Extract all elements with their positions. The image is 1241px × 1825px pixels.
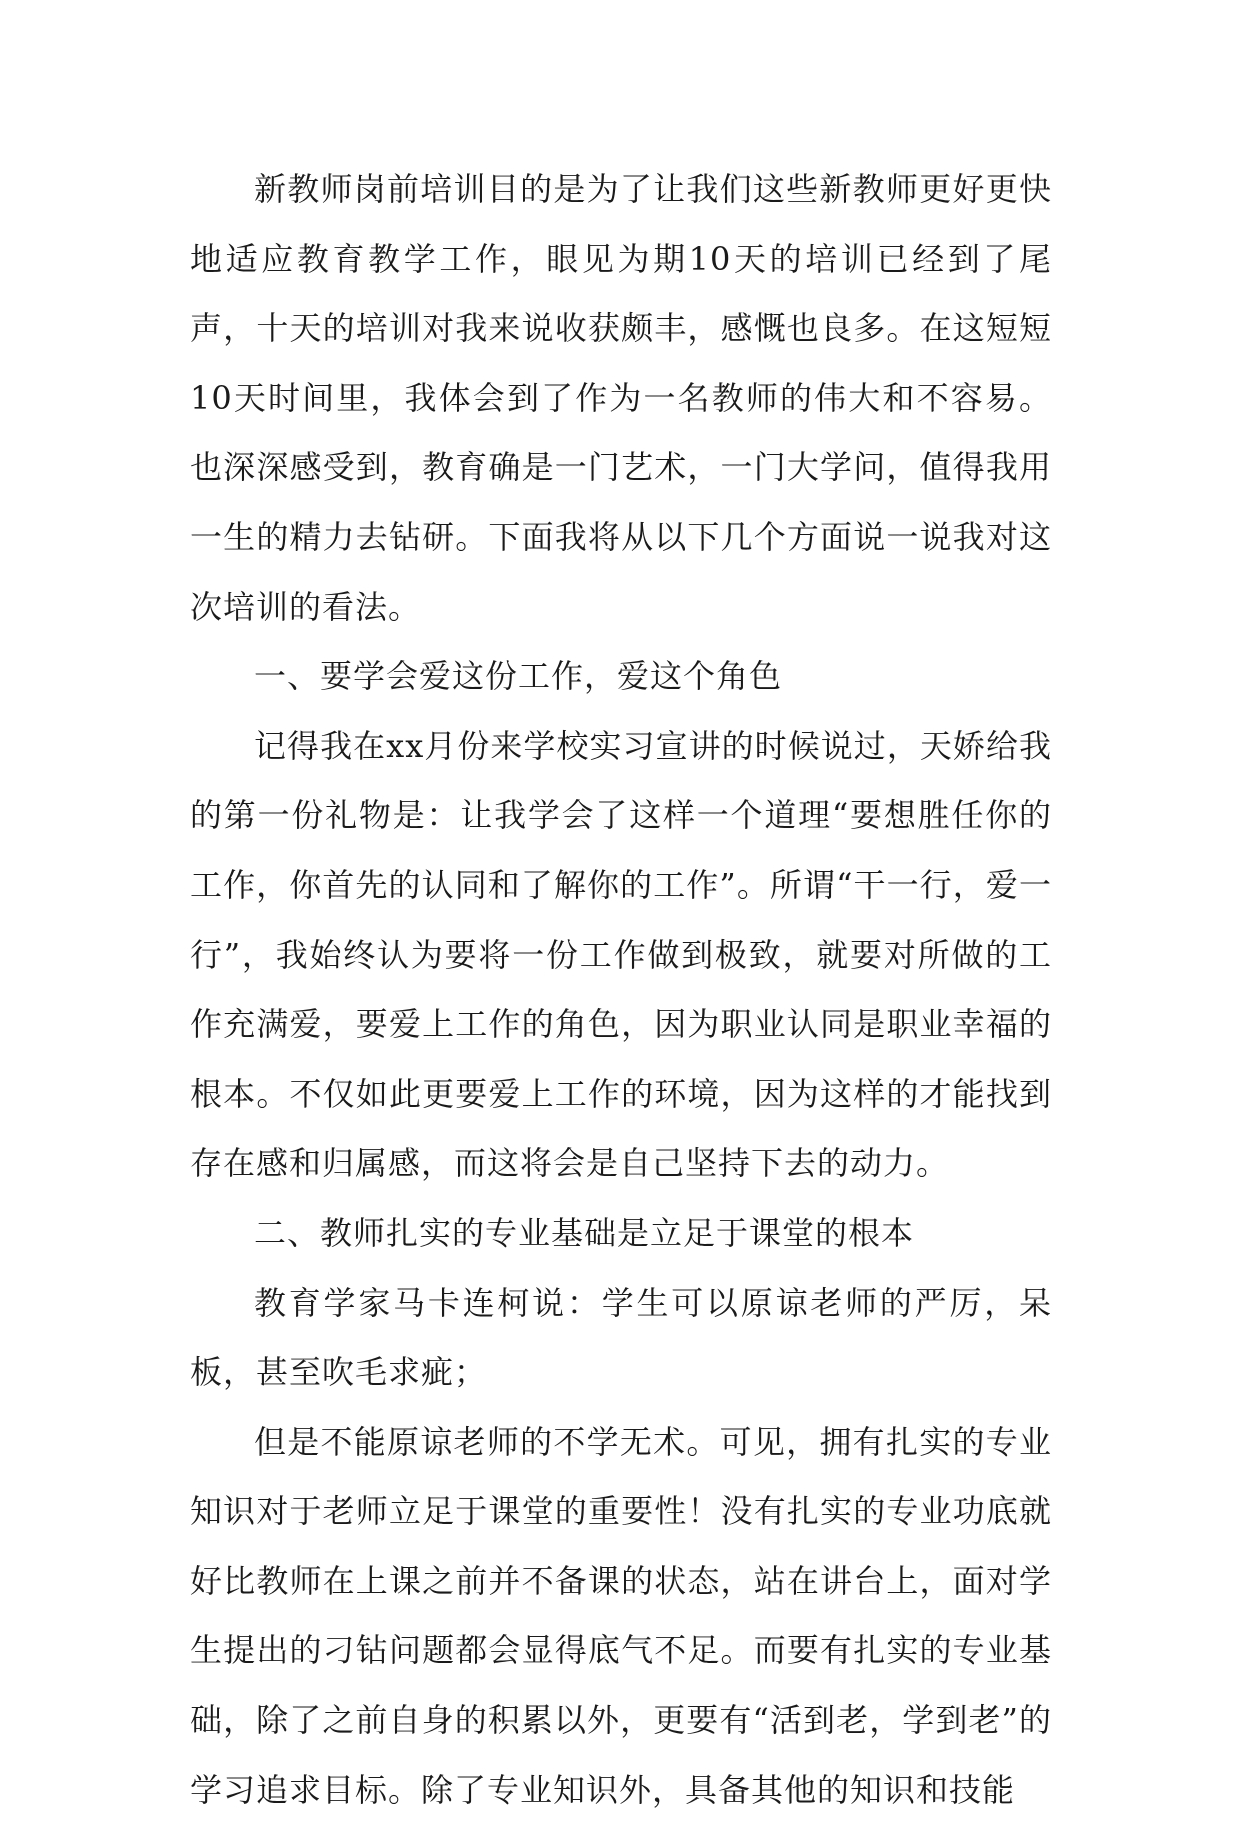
paragraph-section-1: 记得我在xx月份来学校实习宣讲的时候说过，天娇给我的第一份礼物是：让我学会了这样一个道理“要想胜任你的工作，你首先的认同和了解你的工作”。所谓“干一行，爱一行”，我始终认为要将一份工作做到极致，就要对所做的工作充满爱，要爱上工作的角色，因为职业认同是职业幸福的根本。不仅如此更要爱上工作的环境，因为这样的才能找到存在感和归属感，而这将会是自己坚持下去的动力。 — [190, 726, 1052, 1183]
paragraph-section-2: 但是不能原谅老师的不学无术。可见，拥有扎实的专业知识对于老师立足于课堂的重要性！没有扎实的专业功底就好比教师在上课之前并不备课的状态，站在讲台上，面对学生提出的刁钻问题都会显得底气不足。而要有扎实的专业基础，除了之前自身的积累以外，更要有“活到老，学到老”的学习追求目标。除了专业知识外，具备其他的知识和技能 — [190, 1422, 1052, 1809]
paragraph-quote: 教育学家马卡连柯说：学生可以原谅老师的严厉，呆板，甚至吹毛求疵； — [190, 1283, 1052, 1392]
section-heading-2: 二、教师扎实的专业基础是立足于课堂的根本 — [254, 1213, 915, 1252]
document-body — [190, 155, 1052, 1825]
section-heading-1: 一、要学会爱这份工作，爱这个角色 — [254, 657, 783, 696]
paragraph-intro: 新教师岗前培训目的是为了让我们这些新教师更好更快地适应教育教学工作，眼见为期10天的培训已经到了尾声，十天的培训对我来说收获颇丰，感慨也良多。在这短短10天时间里，我体会到了作为一名教师的伟大和不容易。也深深感受到，教育确是一门艺术，一门大学问，值得我用一生的精力去钻研。下面我将从以下几个方面说一说我对这次培训的看法。 — [190, 170, 1052, 626]
